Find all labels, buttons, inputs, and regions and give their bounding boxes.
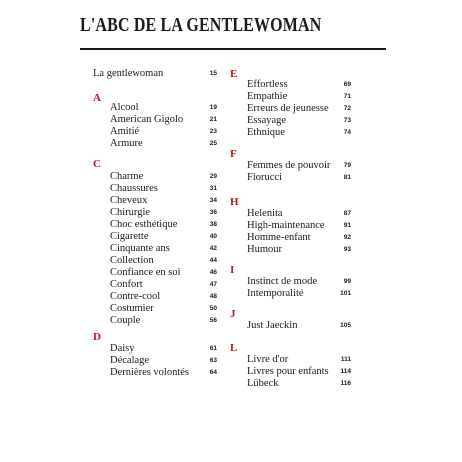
entry-title: Cinquante ans <box>110 243 170 254</box>
page-number: 71 <box>343 93 351 100</box>
entry-title: Chirurgie <box>110 207 151 218</box>
toc-entry-confiance-en-soi <box>110 267 217 279</box>
page-number: 23 <box>209 128 217 135</box>
toc-entry-humour <box>247 244 351 256</box>
title-rule <box>80 48 386 50</box>
page-number: 79 <box>343 162 351 169</box>
entry-title: Femmes de pouvoir <box>247 160 331 171</box>
page-number: 105 <box>340 322 351 329</box>
toc-entry-chaussures <box>110 183 217 195</box>
page-number: 116 <box>340 380 351 387</box>
toc-entry-chirurgie <box>110 207 217 219</box>
page-number: 31 <box>209 185 217 192</box>
toc-entry-just-jaeckin <box>247 320 351 332</box>
toc-entry-empathie <box>247 91 351 103</box>
toc-entry-livre-d-or <box>247 354 351 366</box>
page-number: 19 <box>209 104 217 111</box>
page-number: 15 <box>209 70 217 77</box>
toc-entry-helenita <box>247 208 351 220</box>
toc-entry-confort <box>110 279 217 291</box>
page-number: 42 <box>209 245 217 252</box>
page-number: 34 <box>209 197 217 204</box>
page-number: 99 <box>343 278 351 285</box>
toc-entry-high-maintenance <box>247 220 351 232</box>
toc-entry-amitie <box>110 126 217 138</box>
entry-title: Instinct de mode <box>247 276 317 287</box>
toc-entry-american-gigolo <box>110 114 217 126</box>
entry-title: Fiorucci <box>247 172 282 183</box>
entry-title: Cheveux <box>110 195 148 206</box>
entry-title: Erreurs de jeunesse <box>247 103 329 114</box>
toc-entry-decalage <box>110 355 217 367</box>
page-number: 29 <box>209 173 217 180</box>
entry-title: Choc esthétique <box>110 219 178 230</box>
toc-entry-instinct-de-mode <box>247 276 351 288</box>
page-number: 44 <box>209 257 217 264</box>
toc-entry-dernieres-volontes <box>110 367 217 379</box>
page-number: 73 <box>343 117 351 124</box>
entry-title: Couple <box>110 315 141 326</box>
entry-title: Helenita <box>247 208 283 219</box>
entry-title: Lübeck <box>247 378 279 389</box>
entry-title: Homme-enfant <box>247 232 311 243</box>
page-number: 93 <box>343 246 351 253</box>
page-number: 72 <box>343 105 351 112</box>
toc-entry-contre-cool <box>110 291 217 303</box>
page-number: 21 <box>209 116 217 123</box>
entry-title: Chaussures <box>110 183 158 194</box>
toc-entry-effortless <box>247 79 351 91</box>
entry-title: Confiance en soi <box>110 267 181 278</box>
toc-entry-la-gentlewoman <box>93 68 217 80</box>
entry-title: Essayage <box>247 115 287 126</box>
toc-entry-choc-esthetique <box>110 219 217 231</box>
page-title: L'ABC DE LA GENTLEWOMAN <box>80 15 322 36</box>
toc-entry-lubeck <box>247 378 351 390</box>
entry-title: Empathie <box>247 91 288 102</box>
page-number: 50 <box>209 305 217 312</box>
toc-entry-femmes-de-pouvoir <box>247 160 351 172</box>
section-letter-a: A <box>93 92 101 104</box>
entry-title: Daisy <box>110 343 135 354</box>
entry-title: Collection <box>110 255 154 266</box>
page-number: 64 <box>209 369 217 376</box>
page-number: 25 <box>209 140 217 147</box>
toc-entry-homme-enfant <box>247 232 351 244</box>
toc-entry-intemporalite <box>247 288 351 300</box>
toc-entry-couple <box>110 315 217 327</box>
page-number: 101 <box>340 290 351 297</box>
section-letter-f: F <box>230 148 237 160</box>
section-letter-l: L <box>230 342 238 354</box>
entry-title: American Gigolo <box>110 114 184 125</box>
section-letter-i: I <box>230 264 235 276</box>
toc-entry-fiorucci <box>247 172 351 184</box>
page-number: 47 <box>209 281 217 288</box>
entry-title: Just Jaeckin <box>247 320 298 331</box>
page-number: 56 <box>209 317 217 324</box>
toc-entry-cheveux <box>110 195 217 207</box>
entry-title: Livres pour enfants <box>247 366 329 377</box>
page-number: 81 <box>343 174 351 181</box>
section-letter-d: D <box>93 331 101 343</box>
entry-title: Confort <box>110 279 143 290</box>
page-number: 74 <box>343 129 351 136</box>
page-number: 38 <box>209 221 217 228</box>
section-letter-h: H <box>230 196 239 208</box>
entry-title: Décalage <box>110 355 150 366</box>
toc-entry-collection <box>110 255 217 267</box>
toc-entry-daisy <box>110 343 217 355</box>
page-number: 40 <box>209 233 217 240</box>
page-number: 114 <box>340 368 351 375</box>
toc-entry-costumier <box>110 303 217 315</box>
toc-entry-cinquante-ans <box>110 243 217 255</box>
page-number: 36 <box>209 209 217 216</box>
entry-title: Alcool <box>110 102 139 113</box>
entry-title: Cigarette <box>110 231 149 242</box>
toc-entry-ethnique <box>247 127 351 139</box>
entry-title: Contre-cool <box>110 291 161 302</box>
page-number: 46 <box>209 269 217 276</box>
toc-entry-armure <box>110 138 217 150</box>
page-number: 87 <box>343 210 351 217</box>
toc-entry-alcool <box>110 102 217 114</box>
section-letter-j: J <box>230 308 236 320</box>
toc-entry-essayage <box>247 115 351 127</box>
page-number: 111 <box>340 356 351 363</box>
entry-title: Ethnique <box>247 127 285 138</box>
toc-entry-cigarette <box>110 231 217 243</box>
entry-title: High-maintenance <box>247 220 325 231</box>
entry-title: Intemporalité <box>247 288 304 299</box>
entry-title: Charme <box>110 171 144 182</box>
page-number: 63 <box>209 357 217 364</box>
toc-entry-charme <box>110 171 217 183</box>
entry-title: Costumier <box>110 303 154 314</box>
entry-title: Amitié <box>110 126 140 137</box>
toc-entry-livres-pour-enfants <box>247 366 351 378</box>
entry-title: Dernières volontés <box>110 367 190 378</box>
section-letter-e: E <box>230 68 238 80</box>
page-number: 92 <box>343 234 351 241</box>
page-number: 61 <box>209 345 217 352</box>
entry-title: Livre d'or <box>247 354 289 365</box>
entry-title: Armure <box>110 138 143 149</box>
toc-entry-erreurs-de-jeunesse <box>247 103 351 115</box>
page-number: 69 <box>343 81 351 88</box>
page-number: 48 <box>209 293 217 300</box>
entry-title: La gentlewoman <box>93 68 164 79</box>
section-letter-c: C <box>93 158 101 170</box>
entry-title: Humour <box>247 244 282 255</box>
entry-title: Effortless <box>247 79 288 90</box>
page-number: 91 <box>343 222 351 229</box>
